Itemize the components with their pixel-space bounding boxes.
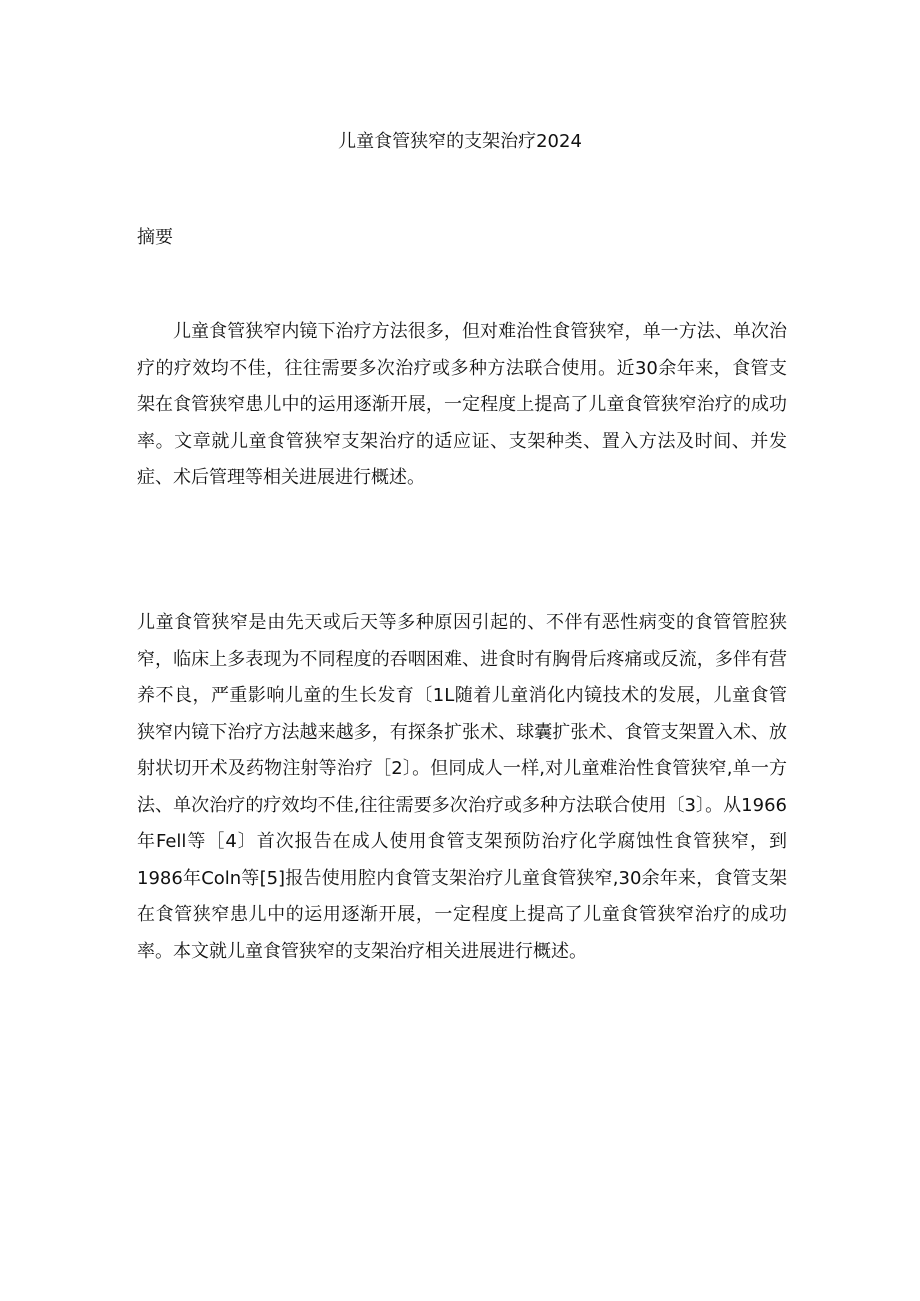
abstract-paragraph: 儿童食管狭窄内镜下治疗方法很多，但对难治性食管狭窄，单一方法、单次治疗的疗效均不佳，往往需要多次治疗或多种方法联合使用。近30余年来，食管支架在食管狭窄患儿中的运用逐渐开展，一定程度上提高了儿童食管狭窄治疗的成功率。文章就儿童食管狭窄支架治疗的适应证、支架种类、置入方法及时间、并发症、术后管理等相关进展进行概述。 [137, 321, 787, 488]
document-title: 儿童食管狭窄的支架治疗2024 [338, 131, 582, 152]
abstract-heading: 摘要 [137, 227, 173, 248]
body-paragraph: 儿童食管狭窄是由先天或后天等多种原因引起的、不伴有恶性病变的食管管腔狭窄，临床上多表现为不同程度的吞咽困难、进食时有胸骨后疼痛或反流，多伴有营养不良，严重影响儿童的生长发育〔1L随着儿童消化内镜技术的发展，儿童食管狭窄内镜下治疗方法越来越多，有探条扩张术、球囊扩张术、食管支架置入术、放射状切开术及药物注射等治疗［2〕。但同成人一样,对儿童难治性食管狭窄,单一方法、单次治疗的疗效均不佳,往往需要多次治疗或多种方法联合使用〔3〕。从1966年Fell等［4〕首次报告在成人使用食管支架预防治疗化学腐蚀性食管狭窄，到1986年Coln等[5]报告使用腔内食管支架治疗儿童食管狭窄,30余年来，食管支架在食管狭窄患儿中的运用逐渐开展，一定程度上提高了儿童食管狭窄治疗的成功率。本文就儿童食管狭窄的支架治疗相关进展进行概述。 [137, 612, 787, 962]
